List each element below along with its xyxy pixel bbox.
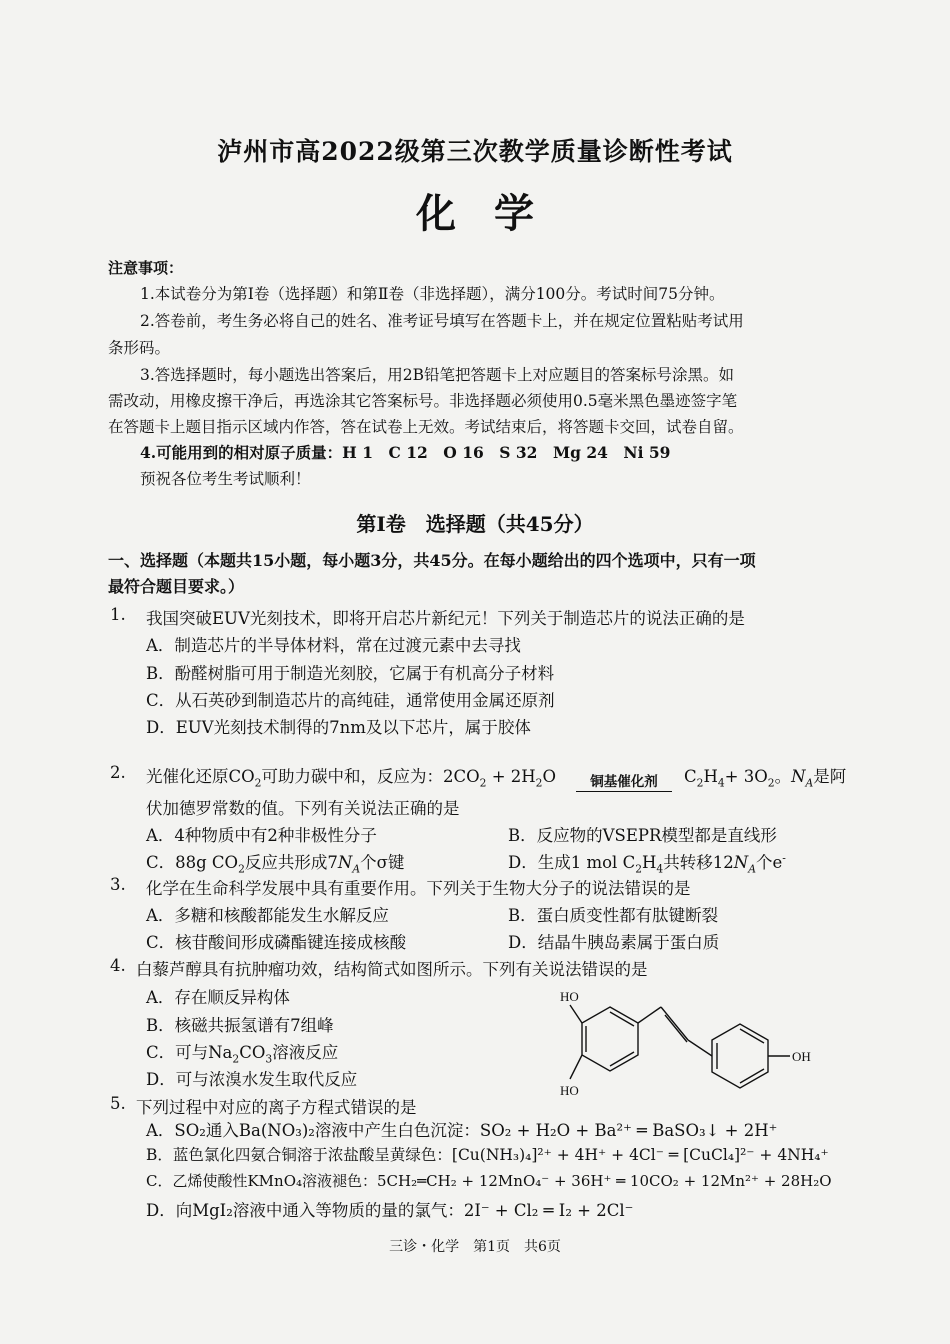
notice-line: 2.答卷前，考生务必将自己的姓名、准考证号填写在答题卡上，并在规定位置粘贴考试用	[140, 312, 744, 330]
q2-option-c: C．88g $CO_2$反应共形成$7N_A$个σ键	[146, 853, 405, 876]
notice-heading: 注意事项：	[108, 259, 184, 277]
subject-title: 化学	[416, 190, 572, 237]
q1-option-d: D．EUV光刻技术制得的7nm及以下芯片，属于胶体	[146, 718, 531, 737]
notice-line: 在答题卡上题目指示区域内作答，答在试卷上无效。考试结束后，将答题卡交回，试卷自留。	[108, 418, 744, 436]
q5-stem: 下列过程中对应的离子方程式错误的是	[136, 1098, 417, 1117]
q4-option-c: C．可与$Na_2CO_3$溶液反应	[146, 1043, 339, 1066]
section-intro: 最符合题目要求。）	[108, 577, 245, 596]
q1-stem: 我国突破EUV光刻技术，即将开启芯片新纪元！下列关于制造芯片的说法正确的是	[146, 609, 745, 628]
q2-option-a: A．4种物质中有2种非极性分子	[146, 826, 377, 845]
q5-option-a: A．SO₂通入Ba(NO₃)₂溶液中产生白色沉淀：SO₂ + H₂O + Ba²⁺ ═ BaSO₃↓ + 2H⁺	[146, 1121, 778, 1140]
q3-option-d: D．结晶牛胰岛素属于蛋白质	[508, 933, 720, 952]
ho-top-label: HO	[560, 989, 579, 1004]
q5-option-c: C．乙烯使酸性KMnO₄溶液褪色：5CH₂═CH₂ + 12MnO₄⁻ + 36H⁺ ═ 10CO₂ + 12Mn²⁺ + 28H₂O	[146, 1172, 832, 1190]
q2-stem: 光催化还原$CO_2$可助力碳中和，反应为：$2CO_2 + 2H_2O$	[146, 767, 557, 790]
catalyst-label: 铜基催化剂	[590, 774, 658, 790]
q4-stem: 白藜芦醇具有抗肿瘤功效，结构简式如图所示。下列有关说法错误的是	[136, 960, 648, 979]
q1-option-b: B．酚醛树脂可用于制造光刻胶，它属于有机高分子材料	[146, 664, 555, 683]
q4-number: 4.	[110, 956, 126, 975]
q2-stem-cont: 伏加德罗常数的值。下列有关说法正确的是	[146, 799, 460, 818]
notice-line: 3.答选择题时，每小题选出答案后，用2B铅笔把答题卡上对应题目的答案标号涂黑。如	[140, 366, 735, 384]
notice-line: 条形码。	[108, 339, 171, 357]
page-footer: 三诊・化学 第1页 共6页	[389, 1239, 561, 1255]
ho-bottom-label: HO	[560, 1083, 579, 1098]
oh-right-label: OH	[792, 1049, 811, 1064]
notice-line: 预祝各位考生考试顺利！	[140, 470, 311, 488]
q3-option-b: B．蛋白质变性都有肽键断裂	[508, 906, 719, 925]
section-title: 第Ⅰ卷 选择题（共45分）	[356, 512, 594, 536]
q4-option-b: B．核磁共振氢谱有7组峰	[146, 1016, 334, 1035]
q5-option-b: B．蓝色氯化四氨合铜溶于浓盐酸呈黄绿色：[Cu(NH₃)₄]²⁺ + 4H⁺ + 4Cl⁻ ═ [CuCl₄]²⁻ + 4NH₄⁺	[146, 1146, 829, 1164]
notice-line: 4.可能用到的相对原子质量：H 1 C 12 O 16 S 32 Mg 24 Ni 59	[140, 443, 671, 462]
q4-option-a: A．存在顺反异构体	[146, 988, 290, 1007]
notice-line: 1.本试卷分为第Ⅰ卷（选择题）和第Ⅱ卷（非选择题），满分100分。考试时间75分钟。	[140, 285, 725, 303]
reaction-arrow	[576, 791, 672, 792]
q2-option-b: B．反应物的VSEPR模型都是直线形	[508, 826, 777, 845]
q4-option-d: D．可与浓溴水发生取代反应	[146, 1070, 358, 1089]
q3-stem: 化学在生命科学发展中具有重要作用。下列关于生物大分子的说法错误的是	[146, 879, 691, 898]
q3-option-a: A．多糖和核酸都能发生水解反应	[146, 906, 389, 925]
exam-title: 泸州市高2022级第三次教学质量诊断性考试	[217, 137, 733, 166]
ring-b	[712, 1024, 768, 1088]
q2-option-d: D．生成1 mol $C_2H_4$共转移$12N_A$个e-	[508, 851, 786, 876]
q5-number: 5.	[110, 1094, 126, 1113]
q1-option-a: A．制造芯片的半导体材料，常在过渡元素中去寻找	[146, 636, 521, 655]
q5-option-d: D．向MgI₂溶液中通入等物质的量的氯气：2I⁻ + Cl₂ ═ I₂ + 2Cl⁻	[146, 1201, 634, 1220]
q3-option-c: C．核苷酸间形成磷酯键连接成核酸	[146, 933, 407, 952]
notice-line: 需改动，用橡皮擦干净后，再选涂其它答案标号。非选择题必须使用0.5毫米黑色墨迹签字笔	[108, 392, 738, 410]
section-intro: 一、选择题（本题共15小题，每小题3分，共45分。在每小题给出的四个选项中，只有一项	[108, 551, 756, 570]
resveratrol-structure	[560, 985, 830, 1110]
q3-number: 3.	[110, 875, 126, 894]
q1-option-c: C．从石英砂到制造芯片的高纯硅，通常使用金属还原剂	[146, 691, 555, 710]
q2-number: 2.	[110, 763, 126, 782]
q1-number: 1.	[110, 605, 126, 624]
ring-a	[582, 1007, 638, 1071]
q2-products: $C_2H_4+ 3O_2$。$N_A$是阿	[684, 767, 847, 790]
